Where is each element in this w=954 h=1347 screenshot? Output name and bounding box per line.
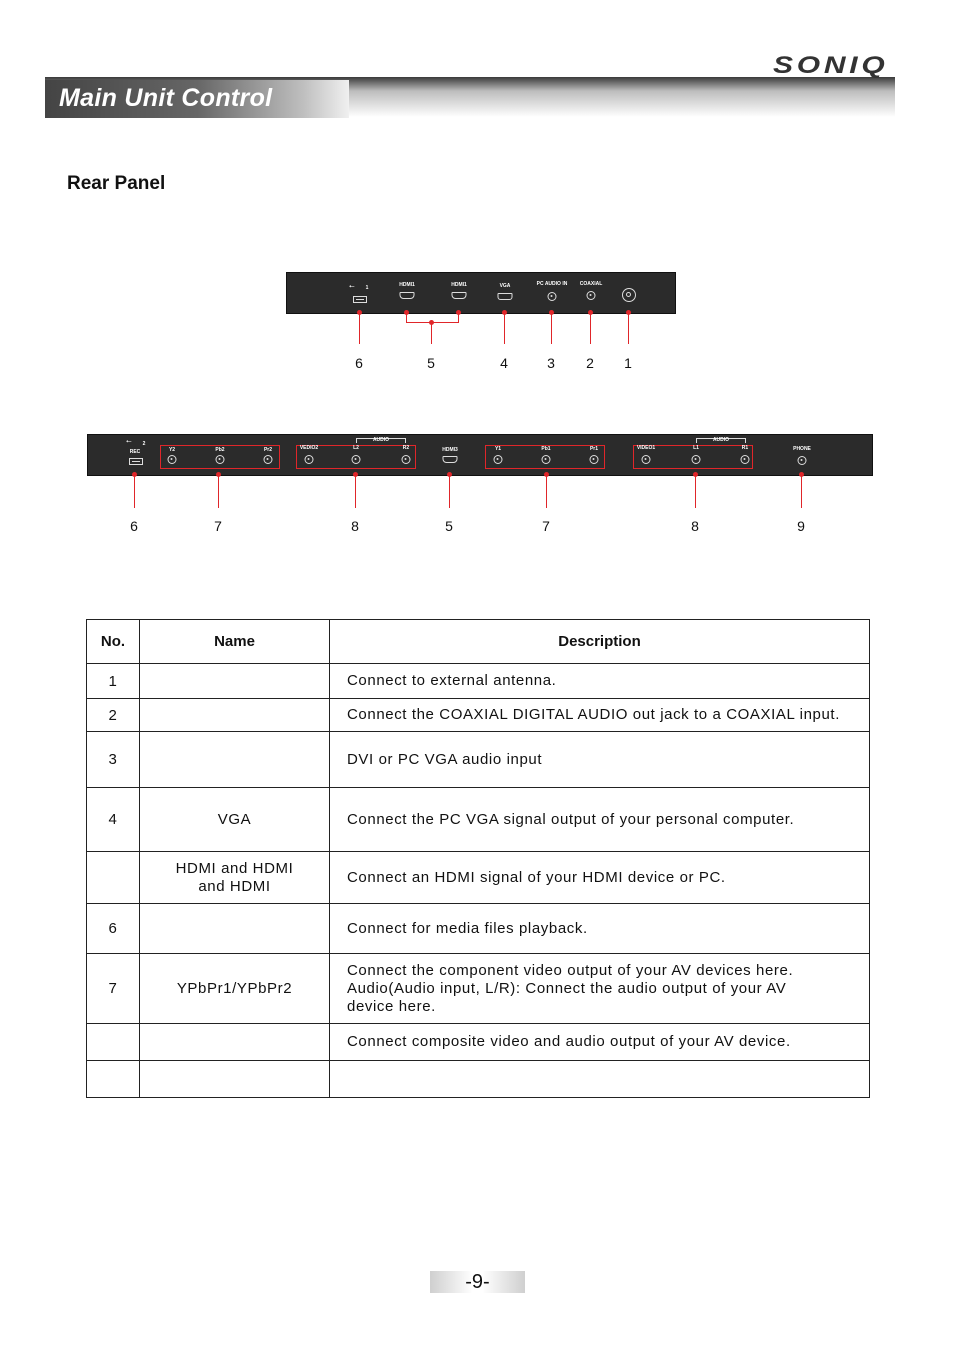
r2-jack-icon xyxy=(402,455,411,464)
callout-line xyxy=(551,312,552,344)
callout-number: 5 xyxy=(445,518,453,534)
callout-number: 2 xyxy=(586,355,594,371)
video2-label: VEDIO2 xyxy=(299,445,319,451)
y2-jack-icon xyxy=(168,455,177,464)
page-title: Main Unit Control xyxy=(59,84,273,112)
table-header-row xyxy=(87,620,870,664)
cell-no: 3 xyxy=(87,732,140,788)
hdmi-port-icon xyxy=(400,292,415,299)
l1-jack-icon xyxy=(692,455,701,464)
callout-line xyxy=(355,474,356,508)
callout-line xyxy=(546,474,547,508)
pr1-label: Pr1 xyxy=(589,446,599,452)
hdmi-a-label: HDMI1 xyxy=(399,282,415,288)
table-row xyxy=(87,954,870,1024)
cell-name xyxy=(140,664,330,699)
rear-panel-top xyxy=(286,272,676,314)
cell-name xyxy=(140,1061,330,1098)
phone-jack-icon xyxy=(798,456,807,465)
pr2-jack-icon xyxy=(264,455,273,464)
table-row xyxy=(87,1024,870,1061)
cell-name xyxy=(140,699,330,732)
callout-number: 7 xyxy=(214,518,222,534)
cell-no: 7 xyxy=(87,954,140,1024)
usb-port-icon xyxy=(353,296,367,303)
callout-line xyxy=(431,322,432,344)
y1-jack-icon xyxy=(494,455,503,464)
video1-label: VIDEO1 xyxy=(636,445,656,451)
audio-label: AUDIO xyxy=(712,437,730,443)
usb-icon: ⭠ xyxy=(349,283,355,290)
vga-port-icon xyxy=(498,293,513,300)
page-number: -9- xyxy=(430,1271,525,1293)
coaxial-jack-icon xyxy=(587,291,596,300)
y2-label: Y2 xyxy=(168,447,176,453)
cell-name xyxy=(140,904,330,954)
callout-line xyxy=(218,474,219,508)
callout-number: 1 xyxy=(624,355,632,371)
coaxial-label: COAXIAL xyxy=(579,281,603,287)
header-no: No. xyxy=(87,620,140,664)
r1-jack-icon xyxy=(741,455,750,464)
table-row xyxy=(87,732,870,788)
table-row xyxy=(87,788,870,852)
cell-no xyxy=(87,852,140,904)
cell-description: DVI or PC VGA audio input xyxy=(330,732,870,788)
l1-label: L1 xyxy=(693,445,699,451)
cell-description xyxy=(330,1061,870,1098)
hdmi-b-label: HDMI1 xyxy=(451,282,467,288)
connector-table xyxy=(86,619,870,1098)
hdmi-label: HDMI3 xyxy=(442,447,458,453)
cell-description: Connect for media files playback. xyxy=(330,904,870,954)
callout-number: 4 xyxy=(500,355,508,371)
callout-line xyxy=(406,312,407,322)
table-row xyxy=(87,904,870,954)
r1-label: R1 xyxy=(741,445,749,451)
rear-panel-bottom xyxy=(87,434,873,476)
callout-line xyxy=(458,312,459,322)
header-description: Description xyxy=(330,620,870,664)
pb1-jack-icon xyxy=(542,455,551,464)
callout-line xyxy=(134,474,135,508)
cell-no: 6 xyxy=(87,904,140,954)
pb2-jack-icon xyxy=(216,455,225,464)
callout-line xyxy=(449,474,450,508)
cell-description: Connect the component video output of your AV devices here. Audio(Audio input, L/R): Connect the audio output of your AV device here. xyxy=(330,954,870,1024)
hdmi-port-icon xyxy=(443,456,458,463)
brand-logo: SONIQ xyxy=(773,52,889,79)
usb-label: 2 xyxy=(142,441,146,447)
cell-description: Connect the COAXIAL DIGITAL AUDIO out jack to a COAXIAL input. xyxy=(330,699,870,732)
callout-number: 7 xyxy=(542,518,550,534)
usb-rec-label: REC xyxy=(129,449,141,455)
pr1-jack-icon xyxy=(590,455,599,464)
callout-number: 5 xyxy=(427,355,435,371)
cell-name: YPbPr1/YPbPr2 xyxy=(140,954,330,1024)
callout-number: 3 xyxy=(547,355,555,371)
pb2-label: Pb2 xyxy=(215,447,225,453)
table-row xyxy=(87,699,870,732)
cell-no xyxy=(87,1024,140,1061)
cell-no: 2 xyxy=(87,699,140,732)
usb-port-icon xyxy=(129,458,143,465)
cell-name xyxy=(140,1024,330,1061)
vga-label: VGA xyxy=(499,283,511,289)
table-row xyxy=(87,1061,870,1098)
l2-jack-icon xyxy=(352,455,361,464)
callout-number: 6 xyxy=(355,355,363,371)
section-heading: Rear Panel xyxy=(67,173,166,194)
callout-line xyxy=(801,474,802,508)
video2-jack-icon xyxy=(305,455,314,464)
cell-name: HDMI and HDMI and HDMI xyxy=(140,852,330,904)
callout-number: 8 xyxy=(351,518,359,534)
cell-no: 1 xyxy=(87,664,140,699)
table-row xyxy=(87,664,870,699)
callout-line xyxy=(359,312,360,344)
callout-number: 8 xyxy=(691,518,699,534)
cell-description: Connect to external antenna. xyxy=(330,664,870,699)
callout-line xyxy=(695,474,696,508)
pc-audio-jack-icon xyxy=(548,292,557,301)
cell-name: VGA xyxy=(140,788,330,852)
antenna-jack-icon xyxy=(622,288,636,302)
y1-label: Y1 xyxy=(494,446,502,452)
r2-label: R2 xyxy=(402,445,410,451)
header-name: Name xyxy=(140,620,330,664)
callout-number: 6 xyxy=(130,518,138,534)
pr2-label: Pr2 xyxy=(263,447,273,453)
l2-label: L2 xyxy=(353,445,359,451)
callout-line xyxy=(590,312,591,344)
usb-icon: ⭠ xyxy=(126,438,132,445)
callout-number: 9 xyxy=(797,518,805,534)
video1-jack-icon xyxy=(642,455,651,464)
pc-audio-label: PC AUDIO IN xyxy=(536,281,568,287)
cell-description: Connect composite video and audio output of your AV device. xyxy=(330,1024,870,1061)
cell-no: 4 xyxy=(87,788,140,852)
hdmi-port-icon xyxy=(452,292,467,299)
cell-description: Connect an HDMI signal of your HDMI device or PC. xyxy=(330,852,870,904)
phone-label: PHONE xyxy=(793,446,811,452)
usb-label: 1 xyxy=(365,285,369,291)
callout-line xyxy=(504,312,505,344)
cell-description: Connect the PC VGA signal output of your personal computer. xyxy=(330,788,870,852)
callout-line xyxy=(628,312,629,344)
cell-no xyxy=(87,1061,140,1098)
table-row xyxy=(87,852,870,904)
audio-label: AUDIO xyxy=(372,437,390,443)
pb1-label: Pb1 xyxy=(541,446,551,452)
cell-name xyxy=(140,732,330,788)
